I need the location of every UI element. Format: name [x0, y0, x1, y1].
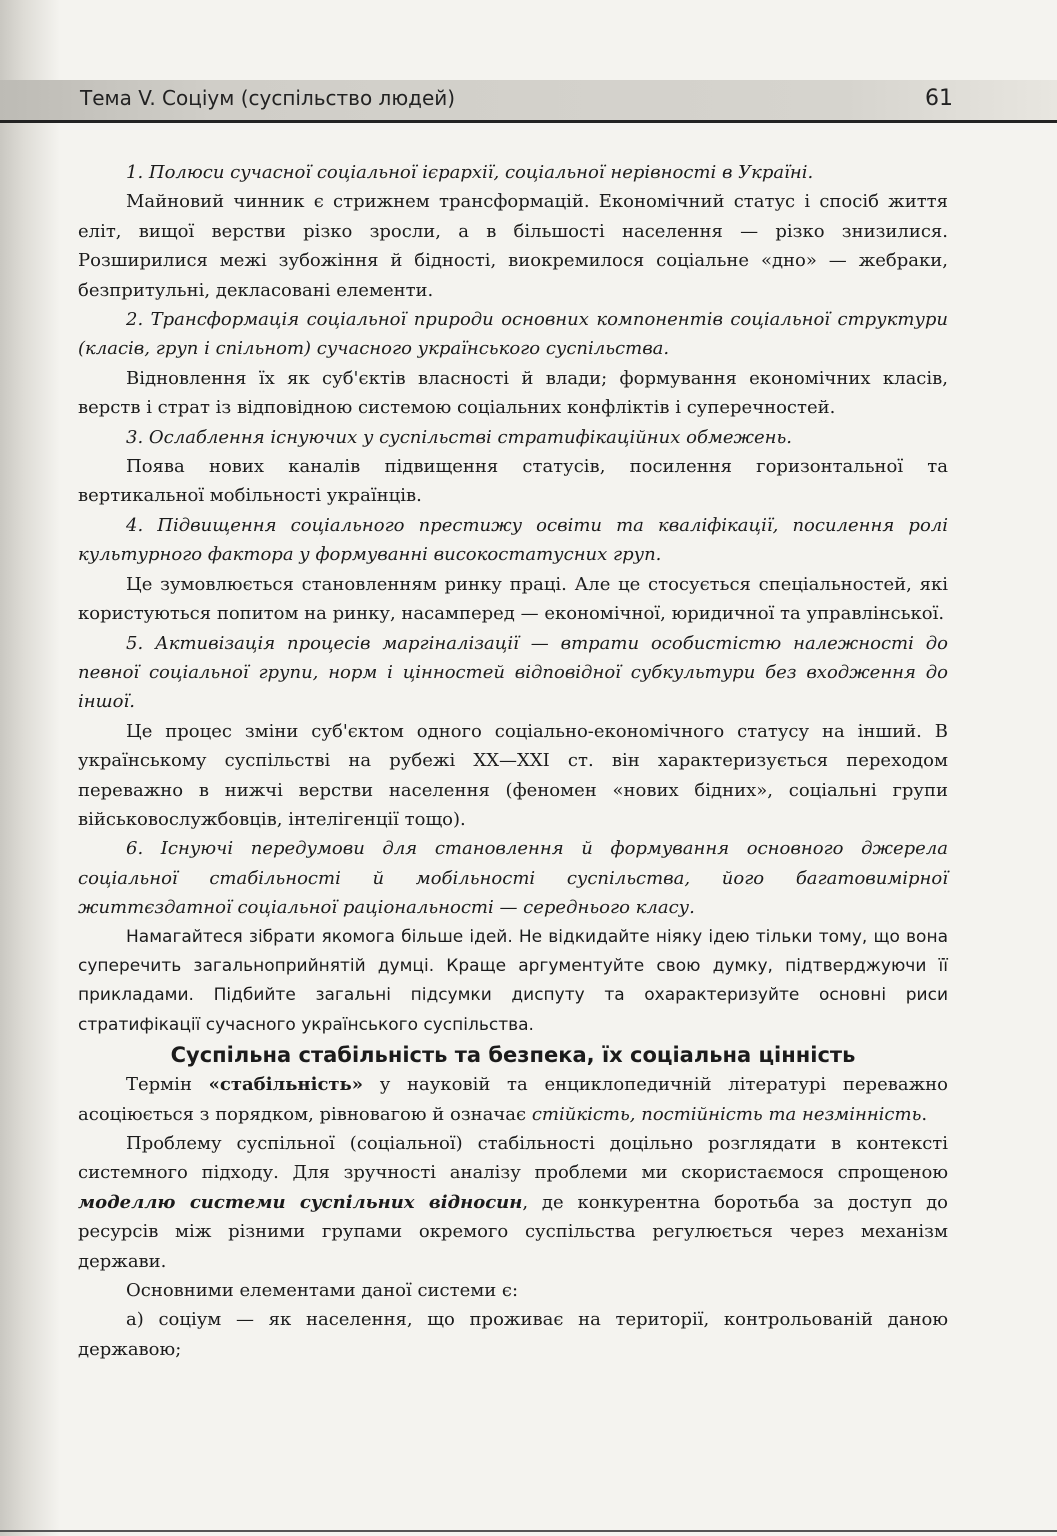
item-1-heading: 1. Полюси сучасної соціальної ієрархії, соціальної нерівності в Україні. — [126, 162, 814, 183]
item-2-heading: 2. Трансформація соціальної природи основних компонентів соціальної структури (класів, груп і спільнот) сучасного українського суспільства. — [78, 309, 948, 360]
stability-meaning: стійкість, постійність та незмінність — [531, 1103, 922, 1125]
system-elements-intro: Основними елементами даної системи є: — [126, 1280, 519, 1302]
item-4-body: Це зумовлюється становленням ринку праці. Але це стосується спеціальностей, які користуються попитом на ринку, насамперед — економічної, юридичної та управлінської. — [78, 573, 948, 625]
item-6-heading: 6. Існуючі передумови для становлення й формування основного джерела соціальної стабільності й мобільності суспільства, його багатовимірної життєздатної соціальної раціональності — середнього класу. — [78, 838, 948, 919]
system-approach-paragraph — [78, 1129, 948, 1276]
page-body — [78, 158, 948, 1364]
p2-text-b: , де конкурентна боротьба за доступ до ресурсів між різними групами окремого суспільства регулюється через механізм держави. — [78, 1191, 948, 1272]
section-heading: Суспільна стабільність та безпека, їх соціальна цінність — [170, 1043, 856, 1068]
p1-text-b: у науковій та енциклопедичній літературі переважно асоціюється з порядком, рівновагою й означає — [78, 1074, 948, 1125]
page-number: 61 — [925, 86, 953, 111]
term-stability: «стабільність» — [208, 1074, 364, 1096]
p1-text-a: Термін — [126, 1074, 209, 1096]
item-5-body: Це процес зміни суб'єктом одного соціально-економічного статусу на інший. В українському суспільстві на рубежі XX—XXI ст. він характеризується переходом переважно в нижчі верстви населення (феномен «нових бідних», соціальні групи військовослужбовців, інтелігенції тощо). — [78, 720, 948, 830]
item-5-heading: 5. Активізація процесів маргіналізації — втрати особистістю належності до певної соціальної групи, норм і цінностей відповідної субкультури без входження до іншої. — [78, 632, 948, 713]
system-element-a: а) соціум — як населення, що проживає на території, контрольованій даною державою; — [78, 1309, 948, 1360]
page-bottom-edge — [0, 1530, 1057, 1532]
header-rule — [0, 120, 1057, 123]
stability-definition-paragraph — [78, 1070, 948, 1129]
page-edge-shadow — [0, 0, 60, 1536]
running-header-title: Тема V. Соціум (суспільство людей) — [80, 86, 456, 110]
p2-text-a: Проблему суспільної (соціальної) стабільності доцільно розглядати в контексті системного підходу. Для зручності аналізу проблеми ми скористаємося спрощеною — [78, 1133, 948, 1184]
item-3-body: Поява нових каналів підвищення статусів, посилення горизонтальної та вертикальної мобільності українців. — [78, 456, 948, 507]
item-4-heading: 4. Підвищення соціального престижу освіти та кваліфікації, посилення ролі культурного фактора у формуванні високостатусних груп. — [78, 514, 948, 566]
model-term: моделлю системи суспільних відносин — [78, 1191, 523, 1213]
item-2-body: Відновлення їх як суб'єктів власності й влади; формування економічних класів, верств і страт із відповідною системою соціальних конфліктів і суперечностей. — [78, 367, 948, 419]
item-1-body: Майновий чинник є стрижнем трансформацій. Економічний статус і спосіб життя еліт, вищої верстви різко зросли, а в більшості населення — різко знизилися. Розширилися межі зубожіння й бідності, виокремилося соціальне «дно» — жебраки, безпритульні, декласовані елементи. — [78, 191, 948, 301]
p1-text-c: . — [921, 1103, 928, 1125]
item-3-heading: 3. Ослаблення існуючих у суспільстві стратифікаційних обмежень. — [126, 426, 793, 448]
discussion-prompt: Намагайтеся зібрати якомога більше ідей. Не відкидайте ніяку ідею тільки тому, що вона суперечить загальноприйнятій думці. Краще аргументуйте свою думку, підтверджуючи її прикладами. Підбийте загальні підсумки диспуту та охарактеризуйте основні риси стратифікації сучасного українського суспільства. — [78, 926, 948, 1035]
